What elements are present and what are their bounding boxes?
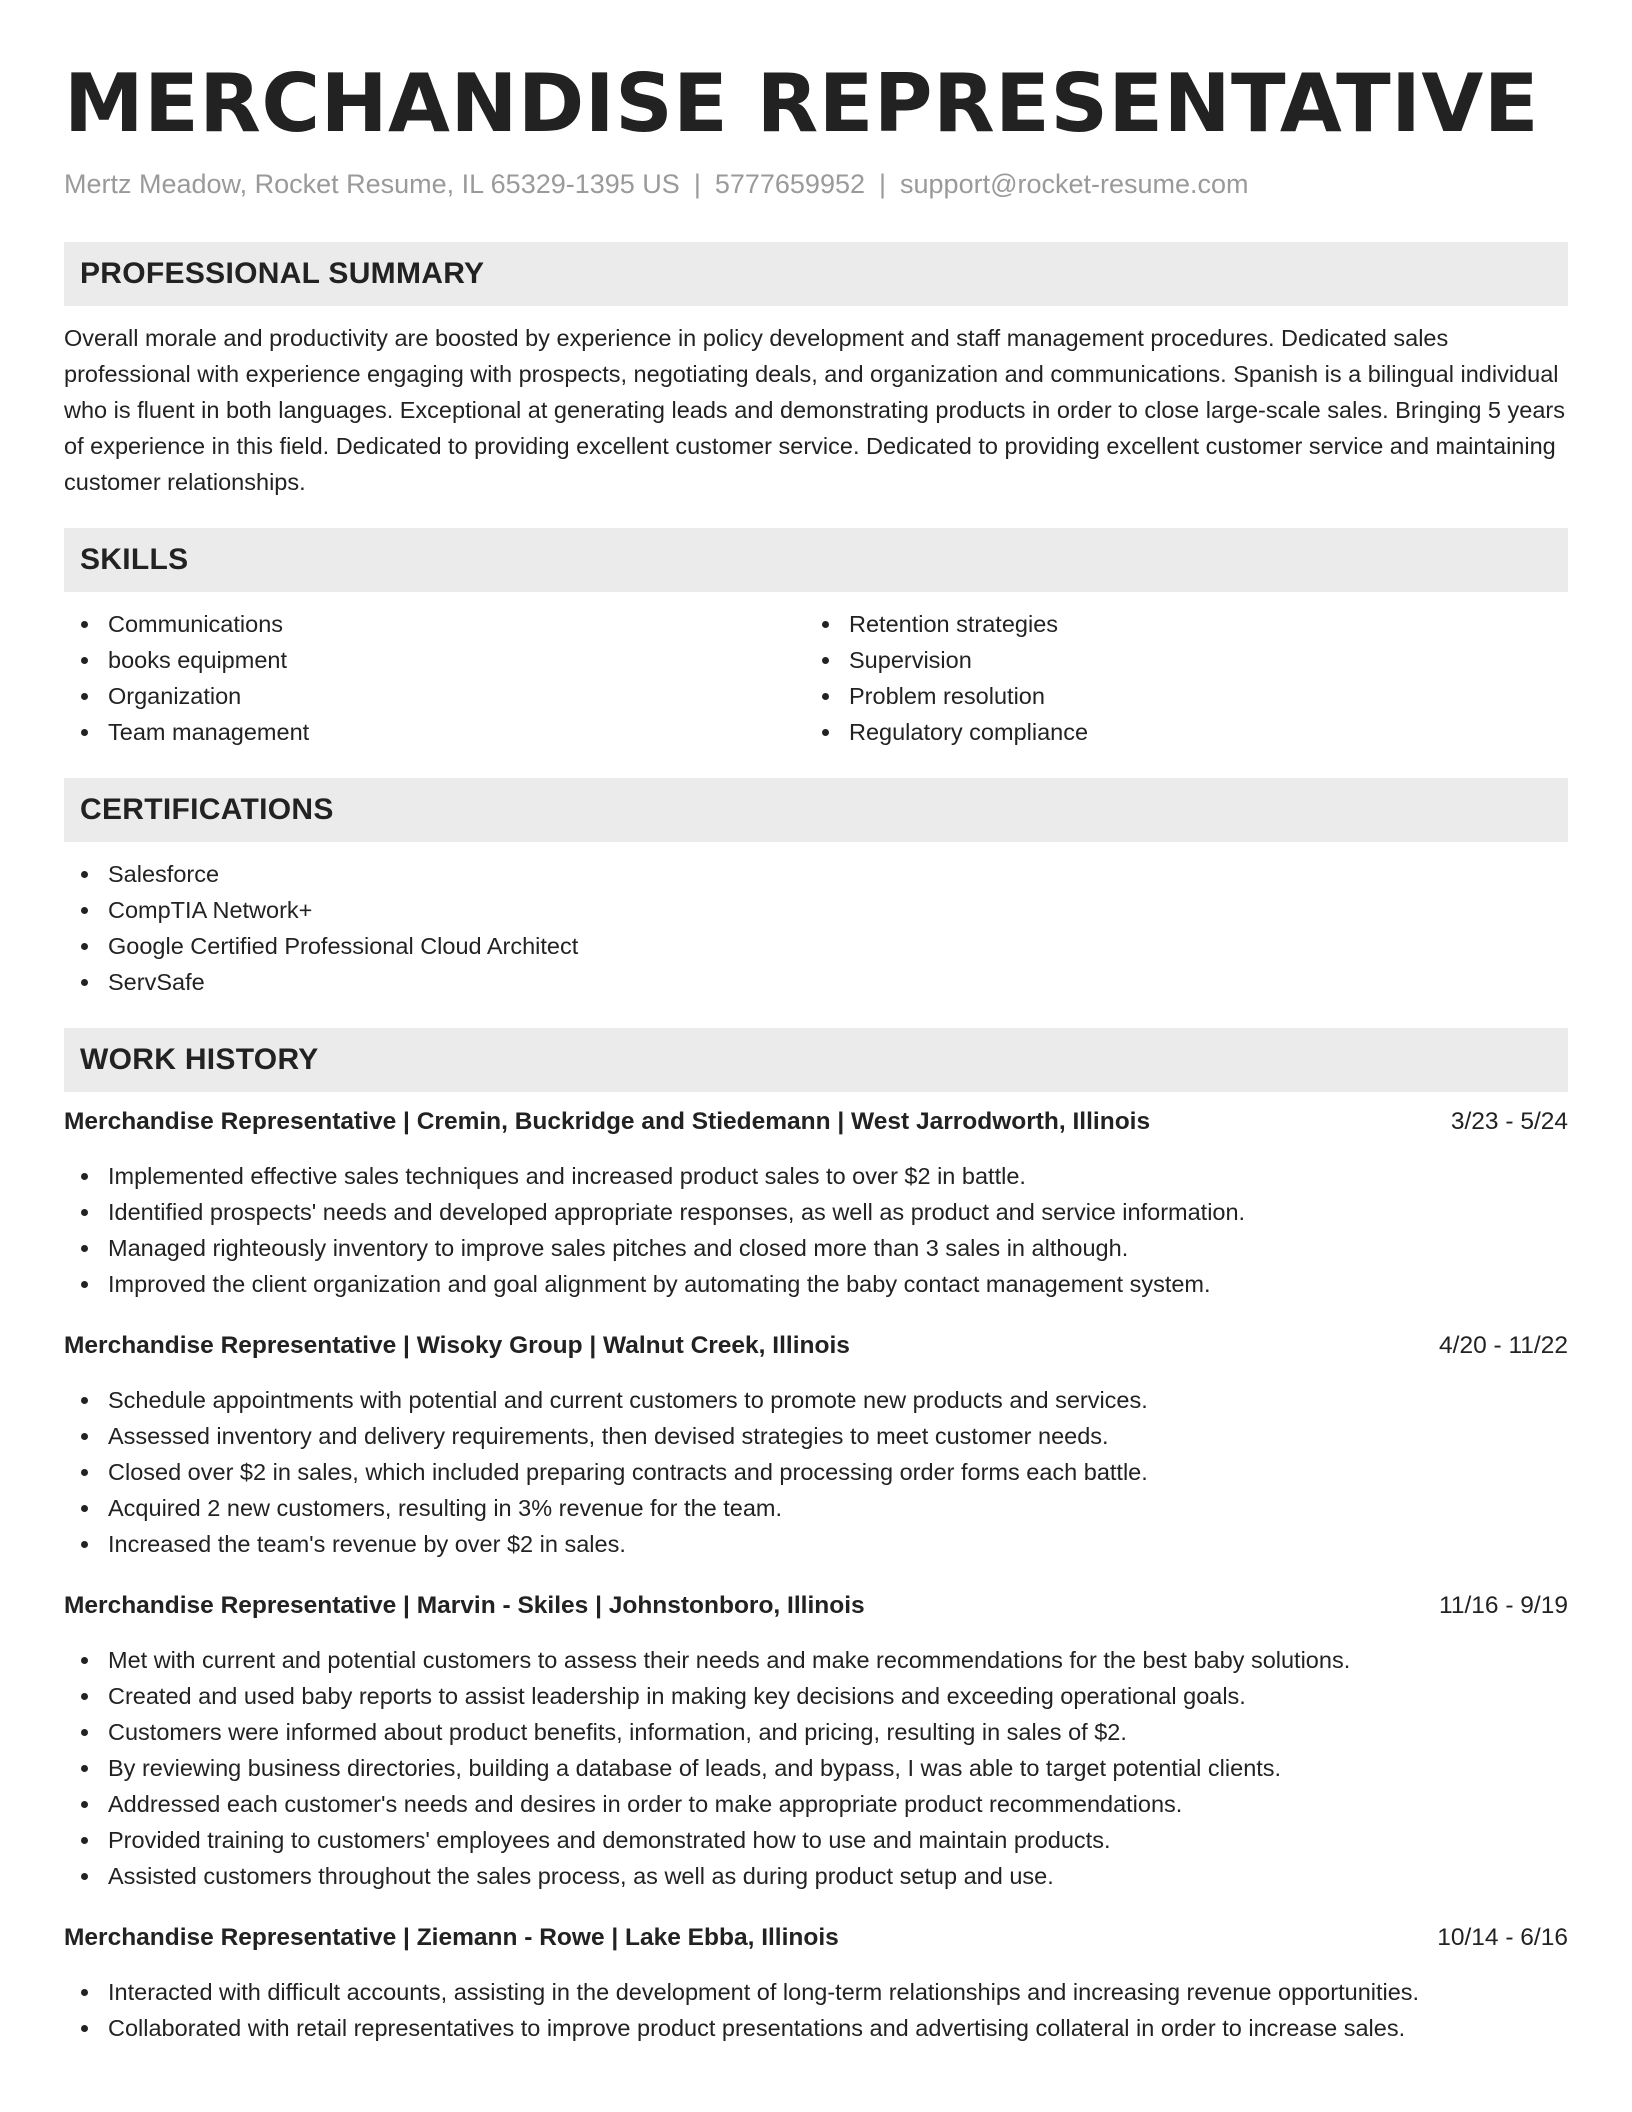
job-dates: 4/20 - 11/22 bbox=[1439, 1332, 1568, 1359]
job-bullet: Identified prospects' needs and developed appropriate responses, as well as product and service information. bbox=[64, 1194, 1568, 1230]
job-bullet: Addressed each customer's needs and desires in order to make appropriate product recommendations. bbox=[64, 1786, 1568, 1822]
job-entry bbox=[64, 1920, 1568, 2046]
job-bullet: Increased the team's revenue by over $2 in sales. bbox=[64, 1526, 1568, 1562]
skills-list bbox=[64, 606, 1568, 750]
job-entry bbox=[64, 1328, 1568, 1562]
skill-item: Retention strategies bbox=[805, 606, 1546, 642]
job-bullet: Closed over $2 in sales, which included preparing contracts and processing order forms each battle. bbox=[64, 1454, 1568, 1490]
job-title: Merchandise Representative | Cremin, Buckridge and Stiedemann | West Jarrodworth, Illinois bbox=[64, 1108, 1151, 1135]
skill-item: Regulatory compliance bbox=[805, 714, 1546, 750]
section-header-skills: SKILLS bbox=[64, 528, 1568, 592]
job-bullet: Schedule appointments with potential and current customers to promote new products and services. bbox=[64, 1382, 1568, 1418]
job-bullet: Acquired 2 new customers, resulting in 3% revenue for the team. bbox=[64, 1490, 1568, 1526]
skill-item: Organization bbox=[64, 678, 805, 714]
job-title: Merchandise Representative | Marvin - Skiles | Johnstonboro, Illinois bbox=[64, 1592, 865, 1619]
skills-column-right bbox=[805, 606, 1546, 750]
job-bullet: Improved the client organization and goal alignment by automating the baby contact management system. bbox=[64, 1266, 1568, 1302]
job-dates: 11/16 - 9/19 bbox=[1439, 1592, 1568, 1619]
job-title: Merchandise Representative | Ziemann - Rowe | Lake Ebba, Illinois bbox=[64, 1924, 839, 1951]
job-bullet: Met with current and potential customers to assess their needs and make recommendations for the best baby solutions. bbox=[64, 1642, 1568, 1678]
certification-item: Salesforce bbox=[64, 856, 1568, 892]
job-bullets bbox=[64, 1642, 1568, 1894]
summary-text: Overall morale and productivity are boosted by experience in policy development and staff management procedures. Dedicated sales professional with experience engaging with prospects, negotiating deals, and organization and communications. Spanish is a bilingual individual who is fluent in both languages. Exceptional at generating leads and demonstrating products in order to close large-scale sales. Bringing 5 years of experience in this field. Dedicated to providing excellent customer service. Dedicated to providing excellent customer service and maintaining customer relationships. bbox=[64, 325, 1565, 495]
skill-item: Communications bbox=[64, 606, 805, 642]
certification-item: CompTIA Network+ bbox=[64, 892, 1568, 928]
job-dates: 3/23 - 5/24 bbox=[1450, 1108, 1568, 1135]
job-header bbox=[64, 1104, 1568, 1140]
certification-item: ServSafe bbox=[64, 964, 1568, 1000]
job-bullet: Assisted customers throughout the sales process, as well as during product setup and use. bbox=[64, 1858, 1568, 1894]
job-header bbox=[64, 1328, 1568, 1364]
job-header bbox=[64, 1588, 1568, 1624]
section-header-summary: PROFESSIONAL SUMMARY bbox=[64, 242, 1568, 306]
contact-email: support@rocket-resume.com bbox=[900, 169, 1249, 199]
job-bullet: By reviewing business directories, building a database of leads, and bypass, I was able to target potential clients. bbox=[64, 1750, 1568, 1786]
skill-item: Supervision bbox=[805, 642, 1546, 678]
job-title: Merchandise Representative | Wisoky Group | Walnut Creek, Illinois bbox=[64, 1332, 850, 1359]
section-header-certifications: CERTIFICATIONS bbox=[64, 778, 1568, 842]
job-bullets bbox=[64, 1974, 1568, 2046]
job-bullet: Implemented effective sales techniques and increased product sales to over $2 in battle. bbox=[64, 1158, 1568, 1194]
job-entry bbox=[64, 1588, 1568, 1894]
certification-item: Google Certified Professional Cloud Architect bbox=[64, 928, 1568, 964]
job-bullet: Customers were informed about product benefits, information, and pricing, resulting in sales of $2. bbox=[64, 1714, 1568, 1750]
job-bullet: Managed righteously inventory to improve sales pitches and closed more than 3 sales in although. bbox=[64, 1230, 1568, 1266]
contact-line bbox=[64, 166, 1568, 202]
job-bullet: Interacted with difficult accounts, assisting in the development of long-term relationships and increasing revenue opportunities. bbox=[64, 1974, 1568, 2010]
job-header bbox=[64, 1920, 1568, 1956]
candidate-name: MERCHANDISE REPRESENTATIVE bbox=[64, 57, 1539, 150]
job-bullets bbox=[64, 1158, 1568, 1302]
job-entry bbox=[64, 1104, 1568, 1302]
job-bullet: Assessed inventory and delivery requirements, then devised strategies to meet customer needs. bbox=[64, 1418, 1568, 1454]
certifications-list bbox=[64, 856, 1568, 1000]
skill-item: books equipment bbox=[64, 642, 805, 678]
contact-address: Mertz Meadow, Rocket Resume, IL 65329-1395 US bbox=[64, 169, 680, 199]
skill-item: Team management bbox=[64, 714, 805, 750]
contact-separator: | bbox=[693, 169, 701, 199]
job-bullet: Created and used baby reports to assist leadership in making key decisions and exceeding operational goals. bbox=[64, 1678, 1568, 1714]
contact-phone: 5777659952 bbox=[714, 169, 865, 199]
job-bullet: Collaborated with retail representatives to improve product presentations and advertising collateral in order to increase sales. bbox=[64, 2010, 1568, 2046]
job-bullet: Provided training to customers' employees and demonstrated how to use and maintain products. bbox=[64, 1822, 1568, 1858]
contact-separator: | bbox=[879, 169, 887, 199]
job-bullets bbox=[64, 1382, 1568, 1562]
skill-item: Problem resolution bbox=[805, 678, 1546, 714]
skills-column-left bbox=[64, 606, 805, 750]
job-dates: 10/14 - 6/16 bbox=[1437, 1924, 1568, 1951]
section-header-work-history: WORK HISTORY bbox=[64, 1028, 1568, 1092]
